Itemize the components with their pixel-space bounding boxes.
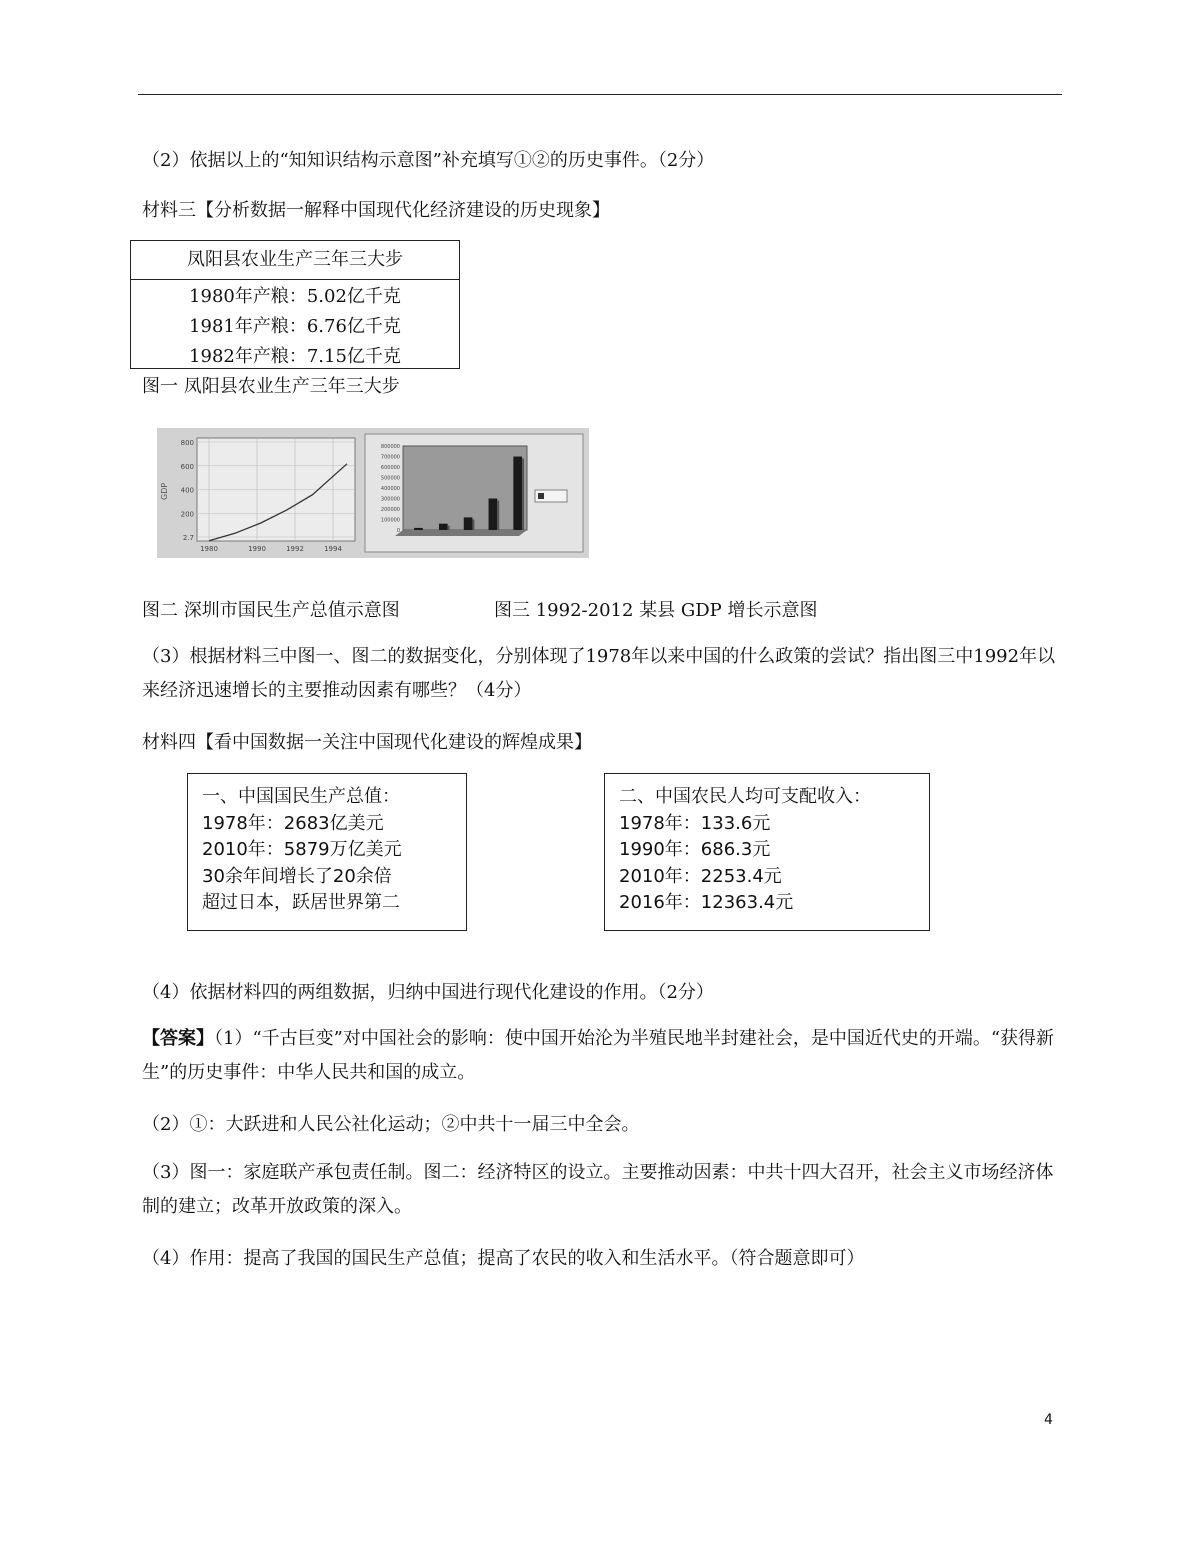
table-row: 1981年产粮：6.76亿千克 (189, 316, 401, 337)
income-box-line: 1990年：686.3元 (619, 839, 771, 860)
income-box-line: 二、中国农民人均可支配收入： (619, 786, 871, 807)
figure-3-caption: 图三 1992-2012 某县 GDP 增长示意图 (494, 600, 818, 621)
bar-chart-y-tick: 500000 (380, 475, 400, 482)
line-chart-x-tick: 1990 (248, 545, 266, 553)
bar-chart-bar-side (448, 526, 450, 530)
bar-chart-bar (513, 457, 522, 531)
answer-3: （3）图一：家庭联产承包责任制。图二：经济特区的设立。主要推动因素：中共十四大召开，社会主义市场经济体制的建立；改革开放政策的深入。 (142, 1162, 1054, 1217)
bar-chart-bar-side (472, 519, 474, 530)
bar-chart-bar (439, 524, 448, 530)
line-chart-y-tick: 400 (180, 486, 194, 495)
material-3-heading: 材料三【分析数据一解释中国现代化经济建设的历史现象】 (142, 200, 610, 221)
answer-1 (142, 1022, 1060, 1090)
bar-chart-y-tick: 300000 (380, 496, 400, 503)
table-row: 1982年产粮：7.15亿千克 (189, 346, 401, 367)
line-chart-y-tick: 200 (180, 510, 194, 519)
figure-2-3-image (157, 428, 589, 558)
fengyang-table (130, 240, 460, 369)
bar-chart-bar-side (497, 501, 499, 531)
answer-1-text: （1）“千古巨变”对中国社会的影响：使中国开始沦为半殖民地半封建社会，是中国近代史的开端。“获得新生”的历史事件：中华人民共和国的成立。 (142, 1028, 1055, 1083)
bar-chart-bar-side (522, 459, 524, 531)
answer-4: （4）作用：提高了我国的国民生产总值；提高了农民的收入和生活水平。（符合题意即可） (142, 1248, 865, 1269)
bar-chart-y-tick: 600000 (380, 465, 400, 471)
header-rule (138, 94, 1062, 95)
bar-chart-y-tick: 800000 (380, 444, 400, 450)
table-row: 1980年产粮：5.02亿千克 (189, 286, 401, 307)
line-chart-y-tick: 2.7 (182, 534, 194, 542)
line-chart-ylabel: GDP (160, 482, 169, 500)
bar-chart-y-tick: 400000 (380, 486, 400, 492)
line-chart-x-tick: 1992 (286, 545, 304, 553)
line-chart-y-tick: 800 (180, 439, 194, 447)
gdp-data-box (187, 773, 467, 931)
figure-2-caption: 图二 深圳市国民生产总值示意图 (142, 600, 400, 621)
income-data-box (604, 773, 930, 931)
bar-chart-bar (414, 528, 423, 530)
income-box-line: 2016年：12363.4元 (619, 892, 794, 913)
bar-chart-bar (464, 517, 473, 530)
bar-chart-y-tick: 200000 (380, 507, 400, 513)
bar-chart-y-tick: 700000 (380, 454, 400, 461)
bar-chart-y-tick: 100000 (380, 517, 400, 524)
gdp-box-line: 2010年：5879万亿美元 (202, 839, 402, 860)
line-chart-y-tick: 600 (180, 462, 194, 471)
income-box-line: 2010年：2253.4元 (619, 865, 782, 887)
bar-chart-bar (489, 499, 498, 531)
bar-chart-floor (395, 530, 527, 536)
gdp-box-line: 超过日本，跃居世界第二 (202, 892, 400, 913)
gdp-box-line: 1978年：2683亿美元 (202, 812, 384, 834)
question-4: （4）依据材料四的两组数据，归纳中国进行现代化建设的作用。（2分） (142, 982, 714, 1003)
page-number: 4 (1044, 1412, 1053, 1428)
bar-chart-y-ticks (381, 444, 400, 534)
line-chart-x-tick: 1994 (324, 545, 342, 553)
fengyang-table-header: 凤阳县农业生产三年三大步 (131, 241, 459, 280)
question-2: （2）依据以上的“知知识结构示意图”补充填写①②的历史事件。（2分） (142, 150, 715, 171)
bar-chart-y-tick: 0 (396, 528, 400, 534)
gdp-box-line: 30余年间增长了20余倍 (202, 865, 392, 887)
answer-label: 【答案】 (142, 1028, 214, 1049)
line-chart-x-ticks (200, 545, 342, 553)
income-box-line: 1978年：133.6元 (619, 812, 771, 834)
gdp-box-line: 一、中国国民生产总值： (202, 786, 400, 807)
answer-2: （2）①：大跃进和人民公社化运动；②中共十一届三中全会。 (142, 1114, 640, 1135)
question-3: （3）根据材料三中图一、图二的数据变化，分别体现了1978年以来中国的什么政策的尝试？指出图三中1992年以来经济迅速增长的主要推动因素有哪些？（4分） (142, 646, 1056, 701)
bar-chart-legend-swatch (538, 493, 544, 499)
charts-svg (157, 428, 589, 558)
line-chart-y-ticks (181, 439, 194, 542)
figure-1-caption: 图一 凤阳县农业生产三年三大步 (142, 376, 400, 397)
material-4-heading: 材料四【看中国数据一关注中国现代化建设的辉煌成果】 (142, 732, 592, 753)
line-chart-x-tick: 1980 (200, 545, 218, 553)
